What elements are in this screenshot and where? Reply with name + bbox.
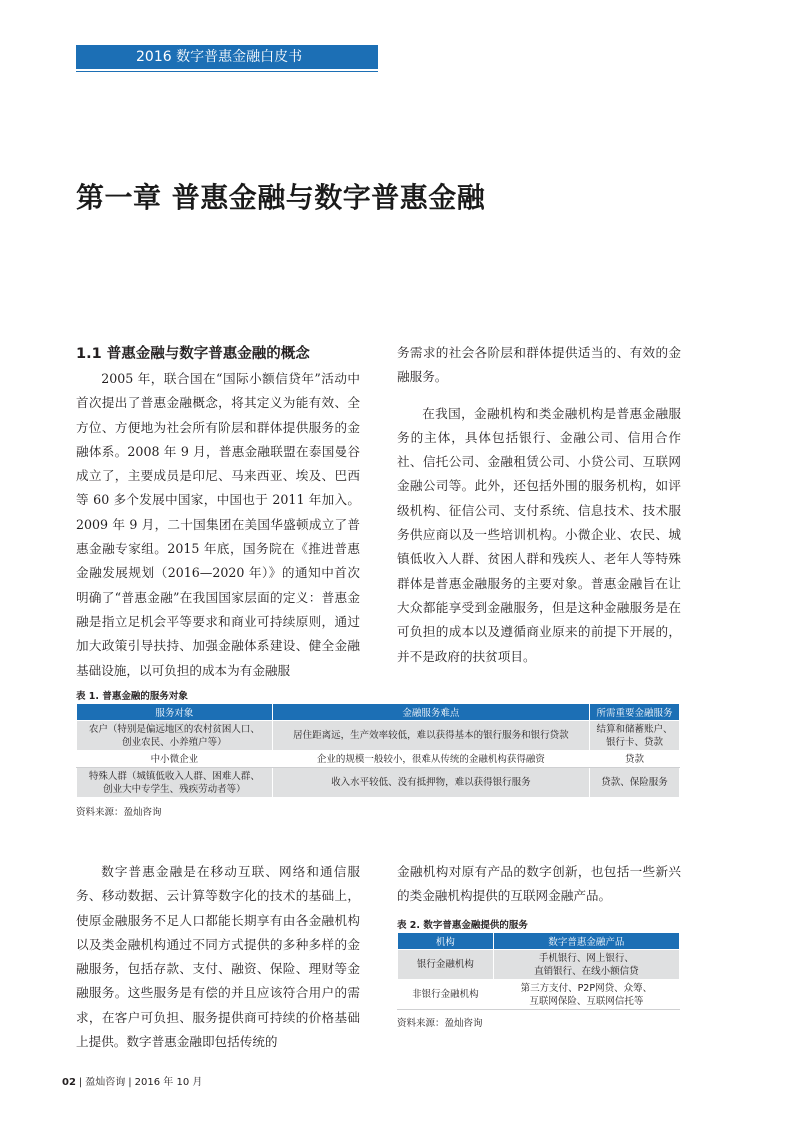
upper-left-column xyxy=(76,343,360,683)
table2-header-org: 机构 xyxy=(398,933,494,950)
header-title: 2016 数字普惠金融白皮书 xyxy=(136,49,303,65)
table-row xyxy=(77,751,680,768)
table-row xyxy=(77,768,680,798)
table1 xyxy=(76,703,680,798)
digital-finance-continued: 金融机构对原有产品的数字创新，也包括一些新兴的类金融机构提供的互联网金融产品。 xyxy=(397,864,681,904)
table1-header-target: 服务对象 xyxy=(77,704,273,721)
table-cell: 特殊人群（城镇低收入人群、困难人群、 创业大中专学生、残疾劳动者等） xyxy=(77,768,273,798)
section-title: 1.1 普惠金融与数字普惠金融的概念 xyxy=(76,346,310,362)
upper-right-column xyxy=(397,341,681,669)
header-band xyxy=(76,45,378,69)
table-cell: 第三方支付、P2P网贷、众筹、 互联网保险、互联网信托等 xyxy=(493,980,679,1010)
page-footer xyxy=(62,1073,202,1088)
digital-finance-paragraph: 数字普惠金融是在移动互联、网络和通信服务、移动数据、云计算等数字化的技术的基础上，使原金融服务不足人口都能长期享有由各金融机构以及类金融机构通过不同方式提供的多种多样的金融服务，包括存款、支付、融资、保险、理财等金融服务。这些服务是有偿的并且应该符合用户的需求，在客户可负担、服务提供商可持续的价格基础上提供。数字普惠金融即包括传统的 xyxy=(76,864,360,1050)
table2-caption: 表 2. 数字普惠金融提供的服务 xyxy=(397,920,528,931)
table-cell: 非银行金融机构 xyxy=(398,980,494,1010)
table2-source: 资料来源：盈灿咨询 xyxy=(397,1018,483,1029)
table-cell: 农户（特别是偏远地区的农村贫困人口、 创业农民、小养殖户等） xyxy=(77,721,273,751)
table-cell: 贷款、保险服务 xyxy=(590,768,680,798)
institutions-paragraph: 在我国，金融机构和类金融机构是普惠金融服务的主体，具体包括银行、金融公司、信用合作社、信托公司、金融租赁公司、小贷公司、互联网金融公司等。此外，还包括外围的服务机构，如评级机构、征信公司、支付系统、信息技术、技术服务供应商以及一些培训机构。小微企业、农民、城镇低收入人群、贫困人群和残疾人、老年人等特殊群体是普惠金融服务的主要对象。普惠金融旨在让大众都能享受到金融服务，但是这种金融服务是在可负担的成本以及遵循商业原来的前提下开展的，并不是政府的扶贫项目。 xyxy=(397,405,681,664)
table2-header-products: 数字普惠金融产品 xyxy=(493,933,679,950)
intro-paragraph: 2005 年，联合国在“国际小额信贷年”活动中首次提出了普惠金融概念，将其定义为能有效、全方位、方便地为社会所有阶层和群体提供服务的金融体系。2008 年 9 月，普惠金融联盟在泰国曼谷成立了，主要成员是印尼、马来西亚、埃及、巴西等 60 多个发展中国家，中国也于 2011 年加入。2009 年 9 月，二十国集团在美国华盛顿成立了普惠金融专家组。2015 年底，国务院在《推进普惠金融发展规划（2016—2020 年）》的通知中首次明确了“普惠金融”在我国国家层面的定义：普惠金融是指立足机会平等要求和商业可持续原则，通过加大政策引导扶持、加强金融体系建设、健全金融基础设施，以可负担的成本为有金融服 xyxy=(76,371,360,678)
table-row xyxy=(398,980,680,1010)
table-row xyxy=(77,721,680,751)
table-cell: 贷款 xyxy=(590,751,680,768)
table-cell: 居住距离远，生产效率较低，难以获得基本的银行服务和银行贷款 xyxy=(272,721,589,751)
table-cell: 手机银行、网上银行、 直销银行、在线小额信贷 xyxy=(493,950,679,980)
table-cell: 企业的规模一般较小，很难从传统的金融机构获得融资 xyxy=(272,751,589,768)
table-cell: 收入水平较低、没有抵押物，难以获得银行服务 xyxy=(272,768,589,798)
lower-right-column xyxy=(397,860,681,909)
chapter-title: 第一章 普惠金融与数字普惠金融 xyxy=(76,181,486,214)
footer-separator: | xyxy=(128,1077,132,1088)
table-cell: 银行金融机构 xyxy=(398,950,494,980)
table1-header-difficulty: 金融服务难点 xyxy=(272,704,589,721)
table1-source: 资料来源：盈灿咨询 xyxy=(76,807,162,818)
table-cell: 结算和储蓄账户、 银行卡、贷款 xyxy=(590,721,680,751)
table2 xyxy=(397,932,680,1010)
table1-header-needs: 所需重要金融服务 xyxy=(590,704,680,721)
table-row xyxy=(398,950,680,980)
lower-left-column xyxy=(76,860,360,1054)
header-rule xyxy=(76,71,378,72)
continued-paragraph: 务需求的社会各阶层和群体提供适当的、有效的金融服务。 xyxy=(397,345,681,385)
footer-separator: | xyxy=(78,1077,83,1088)
table1-caption: 表 1. 普惠金融的服务对象 xyxy=(76,691,188,702)
page-number: 02 xyxy=(62,1077,76,1088)
table-cell: 中小微企业 xyxy=(77,751,273,768)
footer-date: 2016 年 10 月 xyxy=(134,1077,203,1088)
footer-org: 盈灿咨询 xyxy=(85,1077,126,1088)
